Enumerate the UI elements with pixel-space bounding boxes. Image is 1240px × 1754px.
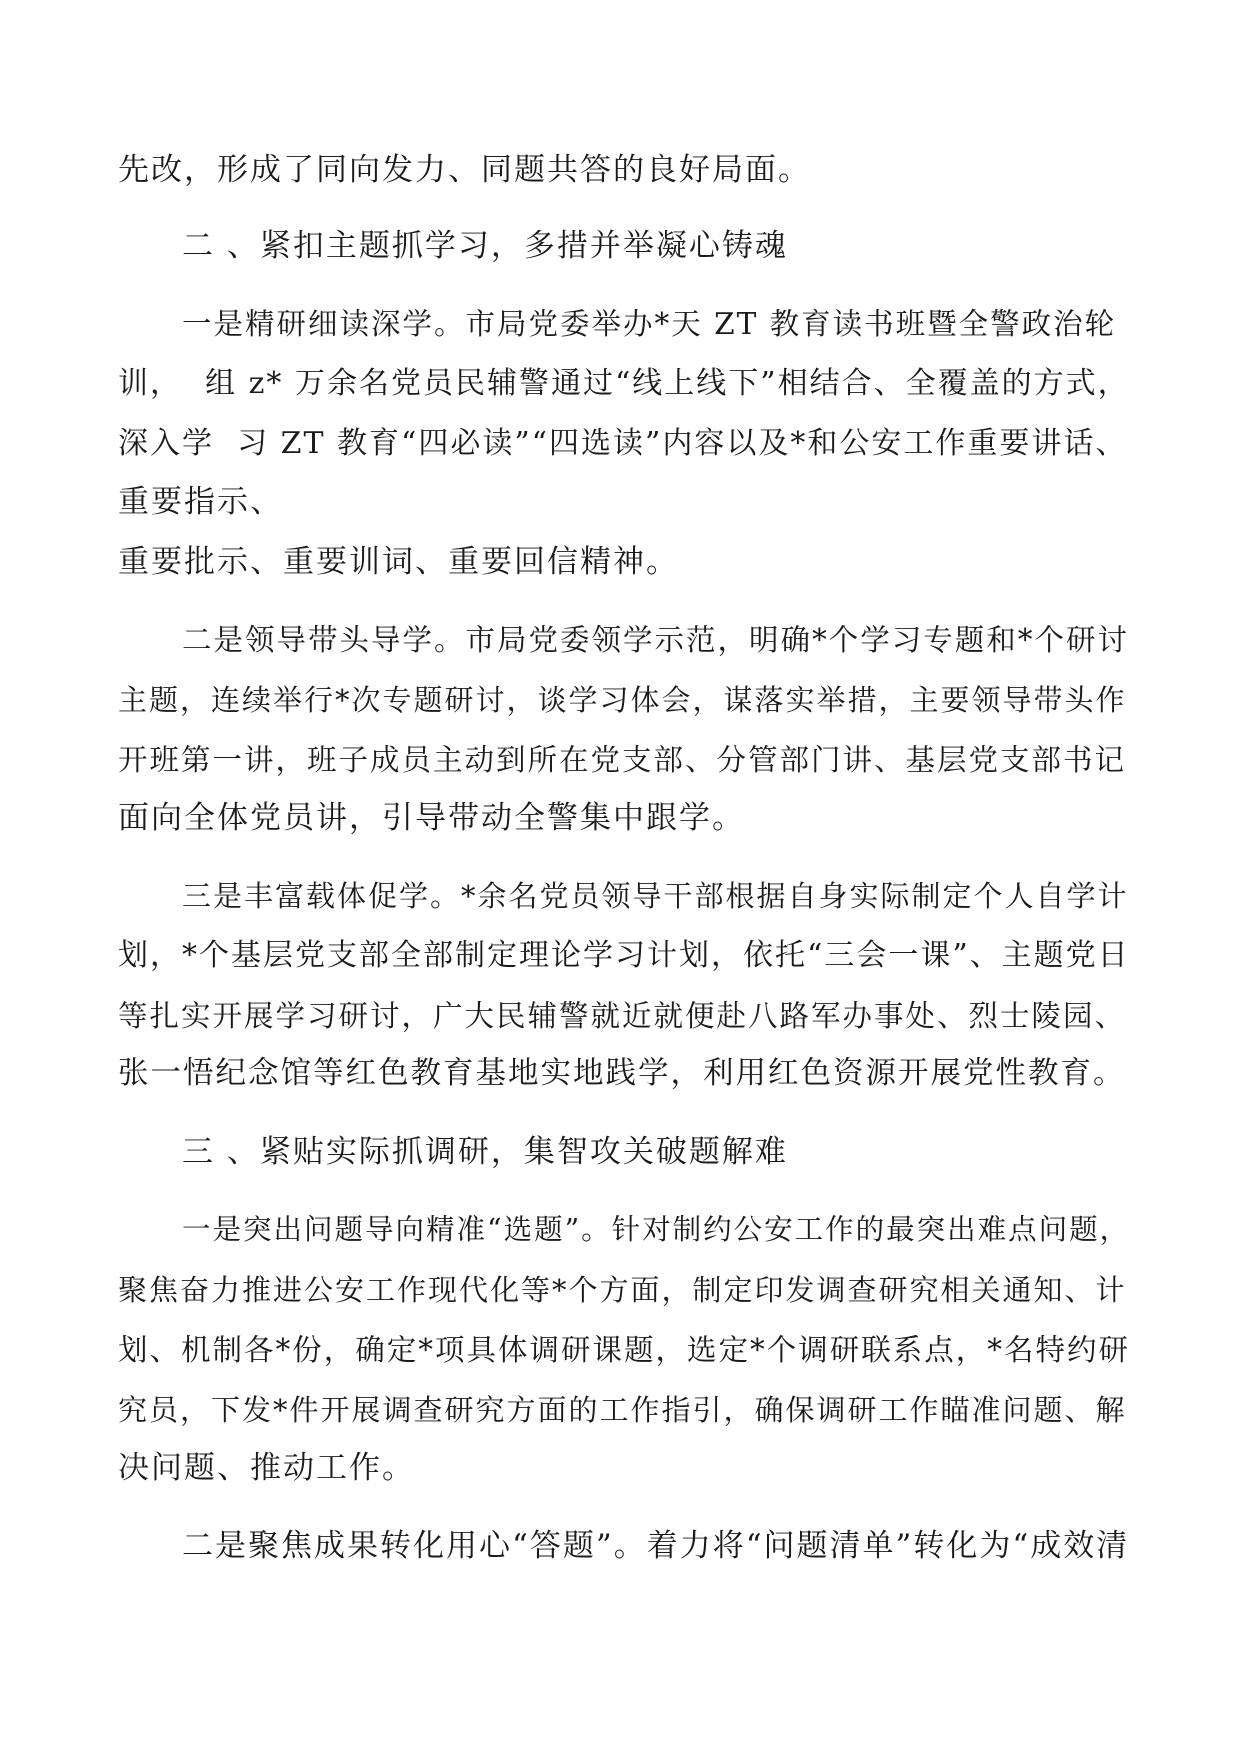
paragraph-line: 张一悟纪念馆等红色教育基地实地践学，利用红色资源开展党性教育。 <box>118 1056 1126 1091</box>
paragraph-line: 二是聚焦成果转化用心“答题”。着力将“问题清单”转化为“成效清 <box>182 1528 1130 1564</box>
paragraph-line: 开班第一讲，班子成员主动到所在党支部、分管部门讲、基层党支部书记 <box>118 743 1127 777</box>
paragraph-line: 重要批示、重要训词、重要回信精神。 <box>118 544 679 580</box>
section-heading-2: 二 、紧扣主题抓学习，多措并举凝心铸魂 <box>182 228 788 264</box>
paragraph-line: 训， 组 z* 万余名党员民辅警通过“线上线下”相结合、全覆盖的方式， <box>118 366 1130 401</box>
paragraph-line: 主题，连续举行*次专题研讨，谈学习体会，谋落实举措，主要领导带头作 <box>118 683 1127 717</box>
paragraph-line: 等扎实开展学习研讨，广大民辅警就近就便赴八路军办事处、烈士陵园、 <box>118 999 1127 1033</box>
paragraph-line: 面向全体党员讲，引导带动全警集中跟学。 <box>118 800 745 836</box>
paragraph-line: 究员，下发*件开展调查研究方面的工作指引，确保调研工作瞄准问题、解 <box>118 1393 1127 1427</box>
section-heading-3: 三 、紧贴实际抓调研，集智攻关破题解难 <box>182 1134 788 1170</box>
paragraph-line: 深入学 习 ZT 教育“四必读”“四选读”内容以及*和公安工作重要讲话、 <box>118 426 1128 461</box>
paragraph-line: 二是领导带头导学。市局党委领学示范，明确*个学习专题和*个研讨 <box>182 623 1130 657</box>
paragraph-line: 聚焦奋力推进公安工作现代化等*个方面，制定印发调查研究相关通知、计 <box>118 1273 1127 1307</box>
paragraph-line: 一是精研细读深学。市局党委举办*天 ZT 教育读书班暨全警政治轮 <box>182 307 1117 341</box>
paragraph-line: 重要指示、 <box>118 484 283 520</box>
paragraph-line: 一是突出问题导向精准“选题”。针对制约公安工作的最突出难点问题， <box>182 1213 1131 1246</box>
paragraph-line: 三是丰富载体促学。*余名党员领导干部根据自身实际制定个人自学计 <box>182 879 1129 913</box>
paragraph-line: 划、机制各*份，确定*项具体调研课题，选定*个调研联系点，*名特约研 <box>118 1333 1131 1367</box>
paragraph-line: 划，*个基层党支部全部制定理论学习计划，依托“三会一课”、主题党日 <box>118 938 1130 973</box>
paragraph-continuation: 先改，形成了同向发力、同题共答的良好局面。 <box>118 152 811 188</box>
paragraph-line: 决问题、推动工作。 <box>118 1450 415 1486</box>
